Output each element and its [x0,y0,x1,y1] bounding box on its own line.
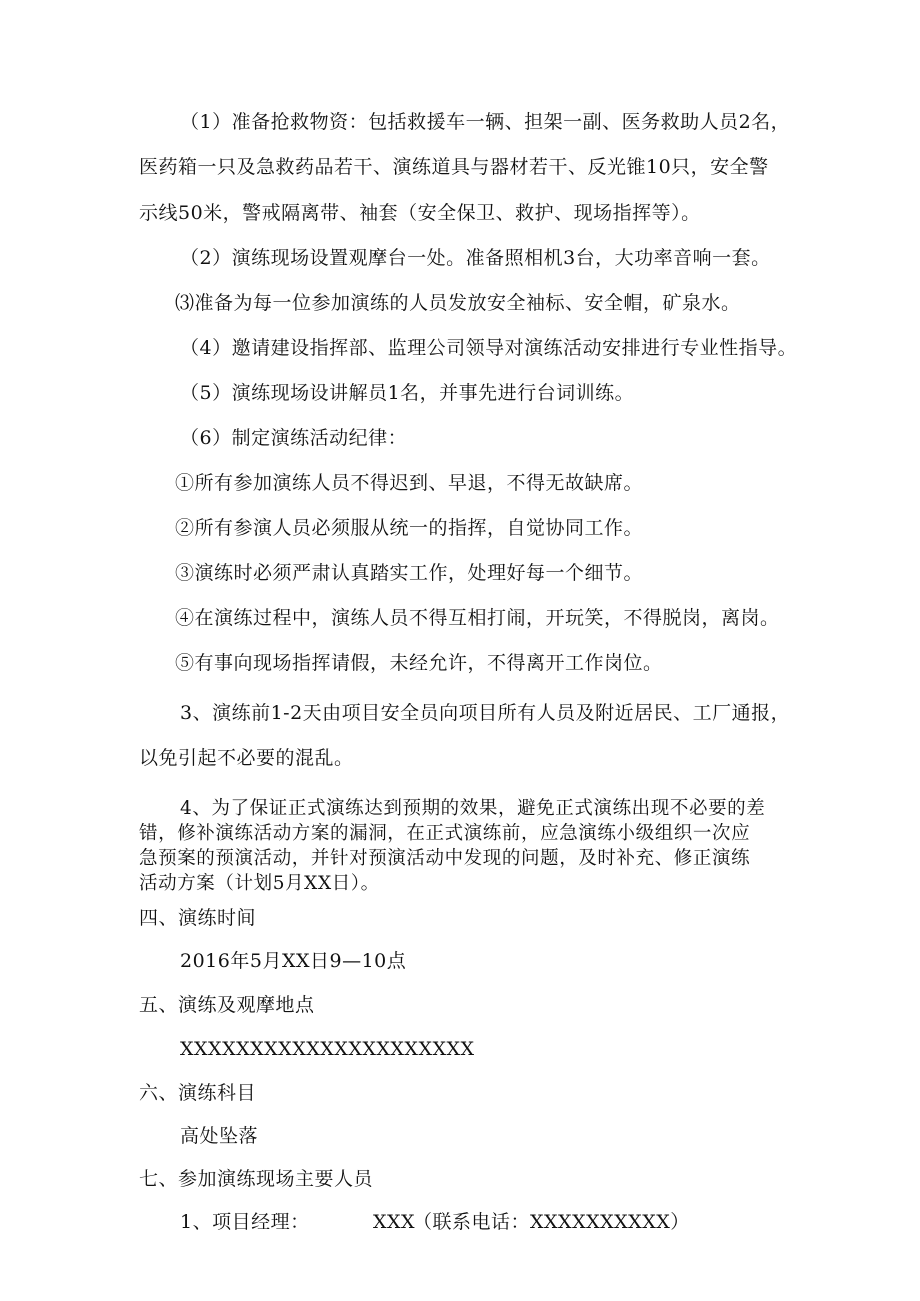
item-4-line-3: 急预案的预演活动，并针对预演活动中发现的问题，及时补充、修正演练 [139,848,751,869]
prep-1-line-1: （1）准备抢救物资：包括救援车一辆、担架一副、医务救助人员2名， [180,111,791,133]
prep-3: ⑶准备为每一位参加演练的人员发放安全袖标、安全帽，矿泉水。 [175,292,741,314]
rule-item: ⑤有事向现场指挥请假，未经允许，不得离开工作岗位。 [175,652,663,674]
section-4-content: 2016年5月XX日9—10点 [180,950,407,972]
section-5-heading: 五、演练及观摩地点 [139,994,315,1016]
rule-item: ①所有参加演练人员不得迟到、早退，不得无故缺席。 [175,472,644,494]
item-3-line-2: 以免引起不必要的混乱。 [139,747,354,769]
person-role: 1、项目经理： [180,1211,310,1233]
person-contact: （联系电话：XXXXXXXXXX） [413,1211,690,1233]
section-6-content: 高处坠落 [180,1125,259,1147]
prep-5: （5）演练现场设讲解员1名，并事先进行台词训练。 [180,382,635,404]
section-7-heading: 七、参加演练现场主要人员 [139,1168,374,1190]
item-4-line-2: 错，修补演练活动方案的漏洞，在正式演练前，应急演练小级组织一次应 [139,823,751,844]
section-5-content: XXXXXXXXXXXXXXXXXXXXX [180,1038,475,1060]
prep-1-line-3: 示线50米，警戒隔离带、袖套（安全保卫、救护、现场指挥等）。 [139,202,701,224]
prep-4: （4）邀请建设指挥部、监理公司领导对演练活动安排进行专业性指导。 [180,337,798,359]
item-4-line-4: 活动方案（计划5月XX日）。 [139,873,380,894]
rule-item: ②所有参演人员必须服从统一的指挥，自觉协同工作。 [175,517,644,539]
rule-item: ④在演练过程中，演练人员不得互相打闹，开玩笑，不得脱岗，离岗。 [175,607,780,629]
rule-item: ③演练时必须严肃认真踏实工作，处理好每一个细节。 [175,562,644,584]
item-4-line-1: 4、为了保证正式演练达到预期的效果，避免正式演练出现不必要的差 [180,798,766,819]
item-3-line-1: 3、演练前1-2天由项目安全员向项目所有人员及附近居民、工厂通报， [180,702,791,724]
prep-6: （6）制定演练活动纪律： [180,427,408,449]
section-6-heading: 六、演练科目 [139,1082,257,1104]
prep-2: （2）演练现场设置观摩台一处。准备照相机3台，大功率音响一套。 [180,247,771,269]
prep-1-line-2: 医药箱一只及急救药品若干、演练道具与器材若干、反光锥10只，安全警 [139,156,769,178]
person-name: XXX [373,1211,416,1233]
section-4-heading: 四、演练时间 [139,907,257,929]
